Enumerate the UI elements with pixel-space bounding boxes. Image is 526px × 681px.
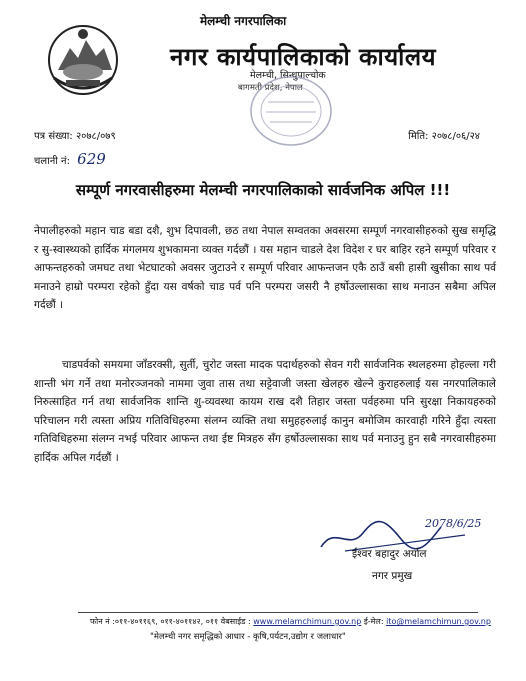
email-label: ई-मेल:: [363, 617, 384, 626]
paragraph-1: नेपालीहरुको महान चाड बडा दशै, शुभ दिपावली, छठ तथा नेपाल सम्वतका अवसरमा सम्पूर्ण नगरवासीहरुको सुख समृद्धि र सु-स्वास्थ्यको हार्दिक मंगलमय शुभकामना व्यक्त गर्दछौं । यस महान चाडले देश विदेश र घर बाहिर रहने सम्पूर्ण परिवार र आफन्तहरुको जमघट तथा भेटघाटको अवसर जुटाउने र सम्पूर्ण परिवार आफन्तजन एकै ठाउँ बसी हासी खुसीका साथ पर्व मनाउने हाम्रो परम्परा रहेको हुँदा यस वर्षको चाड पर्व पनि परम्परा जसरी नै हर्षोउल्लासका साथ मनाउन सबैमा अपिल गर्दछौं ।: [34, 225, 496, 311]
chalani-number: [34, 150, 106, 168]
office-title: नगर कार्यपालिकाको कार्यालय: [170, 43, 437, 71]
location-line-1: मेलम्ची, सिन्धुपाल्चोक: [250, 70, 326, 81]
email-link[interactable]: ito@melamchimun.gov.np: [386, 617, 491, 626]
paragraph-2: चाडपर्वको समयमा जाँडरक्सी, सुर्ती, चुरोट जस्ता मादक पदार्थहरुको सेवन गरी सार्वजनिक स्थलहरुमा होहल्ला गरी शान्ती भंग गर्ने तथा मनोरञ्जनको नाममा जुवा तास तथा सट्टेवाजी जस्ता खेलहरु खेल्ने कुराहरुलाई यस नगरपालिकाले निरुत्साहित गर्न तथा सार्वजनिक शान्ति शु-व्यवस्था कायम राख दशै तिहार जस्ता पर्वहरुमा पनि सुरक्षा निकायहरुको परिचालन गरी त्यस्ता अप्रिय गतिविधिहरुमा संलग्न व्यक्ति तथा समुहहरुलाई कानुन बमोजिम कारवाही गरिने हुँदा त्यस्ता गतिविधिहरुमा संलग्न नभई परिवार आफन्त तथा ईष्ट मित्रहरु सँग हर्षोउल्लासका साथ पर्व मनाउनु हुन सबै नगरवासीहरुमा हार्दिक अपिल गर्दछौं ।: [34, 359, 496, 464]
chalani-value: 629: [77, 150, 106, 168]
footer-phone: फोन नं :०११-४०११६९, ०११-४०११४२, ०११ वेबसाईड :: [90, 617, 251, 626]
signatory-post: नगर प्रमुख: [372, 570, 413, 582]
date-value: २०७८/०६/२४: [431, 131, 480, 142]
office-stamp: [246, 72, 336, 150]
location-line-2: बागमती प्रदेश, नेपाल: [238, 83, 303, 93]
footer-contact: [90, 616, 491, 627]
letter-date: [408, 128, 480, 142]
patra-value: २०७८/०७९: [75, 131, 116, 142]
municipality-name: मेलम्ची नगरपालिका: [200, 14, 287, 28]
patra-sankhya: [34, 128, 116, 142]
letter-heading: सम्पूर्ण नगरवासीहरुमा मेलम्ची नगरपालिकाको सार्वजनिक अपिल !!!: [75, 181, 451, 199]
patra-label: पत्र संख्या:: [34, 131, 73, 142]
website-link[interactable]: www.melamchimun.gov.np: [253, 617, 362, 626]
nepal-emblem-logo: [44, 18, 122, 100]
footer-divider: [78, 612, 478, 613]
date-label: मिति:: [408, 131, 429, 142]
signatory-name: ईश्वर बहादुर अर्याल: [352, 548, 427, 560]
svg-text:2078/6/25: 2078/6/25: [425, 517, 482, 530]
chalani-label: चलानी नं:: [34, 156, 70, 167]
footer-slogan: "मेलम्ची नगर समृद्धिको आधार - कृषि,पर्यटन,उद्योग र जलाधार": [150, 632, 346, 642]
